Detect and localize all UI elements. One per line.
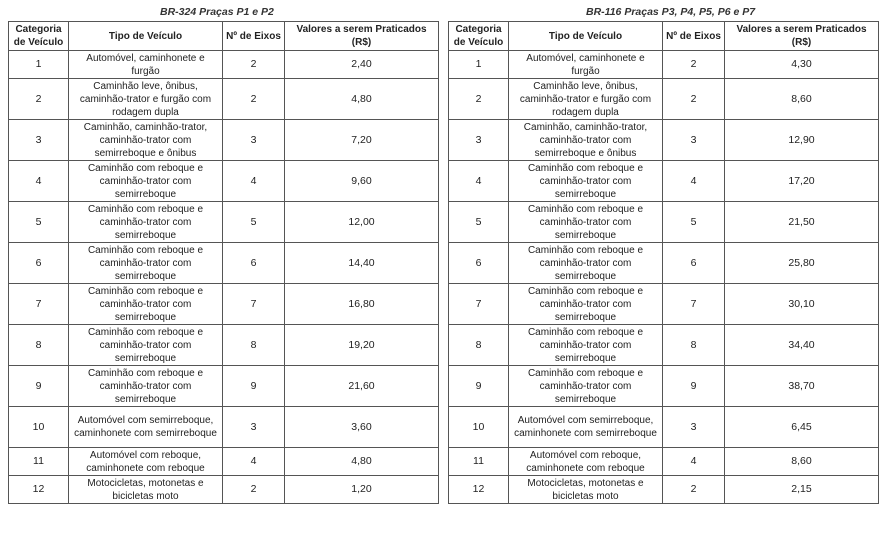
- cell-price: 30,10: [725, 284, 879, 325]
- table-row: [9, 476, 439, 504]
- cell-price: 21,50: [725, 202, 879, 243]
- cell-price: 16,80: [285, 284, 439, 325]
- cell-price: 8,60: [725, 79, 879, 120]
- cell-axles: 3: [663, 120, 725, 161]
- cell-axles: 4: [663, 161, 725, 202]
- toll-table-panel-br116: [448, 4, 878, 504]
- cell-vehicle-type: Automóvel com reboque, caminhonete com reboque: [509, 448, 663, 476]
- cell-price: 2,15: [725, 476, 879, 504]
- cell-category: 10: [449, 407, 509, 448]
- cell-vehicle-type: Automóvel com semirreboque, caminhonete com semirreboque: [509, 407, 663, 448]
- cell-vehicle-type: Motocicletas, motonetas e bicicletas moto: [509, 476, 663, 504]
- cell-vehicle-type: Caminhão com reboque e caminhão-trator com semirreboque: [509, 243, 663, 284]
- cell-vehicle-type: Caminhão com reboque e caminhão-trator com semirreboque: [509, 284, 663, 325]
- table-row: [9, 284, 439, 325]
- cell-axles: 8: [223, 325, 285, 366]
- cell-axles: 9: [223, 366, 285, 407]
- table-row: [449, 448, 879, 476]
- cell-price: 38,70: [725, 366, 879, 407]
- cell-vehicle-type: Caminhão leve, ônibus, caminhão-trator e furgão com rodagem dupla: [69, 79, 223, 120]
- cell-vehicle-type: Caminhão com reboque e caminhão-trator com semirreboque: [509, 366, 663, 407]
- cell-vehicle-type: Automóvel, caminhonete e furgão: [69, 51, 223, 79]
- cell-axles: 4: [223, 161, 285, 202]
- cell-category: 3: [449, 120, 509, 161]
- cell-price: 3,60: [285, 407, 439, 448]
- table-row: [9, 407, 439, 448]
- cell-category: 3: [9, 120, 69, 161]
- toll-table: [8, 21, 439, 504]
- table-caption: BR-324 Praças P1 e P2: [160, 6, 274, 18]
- cell-axles: 2: [223, 51, 285, 79]
- cell-category: 10: [9, 407, 69, 448]
- cell-price: 19,20: [285, 325, 439, 366]
- cell-vehicle-type: Caminhão, caminhão-trator, caminhão-trator com semirreboque e ônibus: [69, 120, 223, 161]
- table-row: [449, 79, 879, 120]
- cell-category: 12: [9, 476, 69, 504]
- cell-axles: 5: [663, 202, 725, 243]
- cell-axles: 3: [223, 120, 285, 161]
- cell-vehicle-type: Automóvel, caminhonete e furgão: [509, 51, 663, 79]
- table-row: [9, 79, 439, 120]
- cell-axles: 3: [223, 407, 285, 448]
- cell-vehicle-type: Caminhão com reboque e caminhão-trator com semirreboque: [509, 325, 663, 366]
- cell-category: 5: [9, 202, 69, 243]
- cell-axles: 4: [663, 448, 725, 476]
- table-row: [449, 161, 879, 202]
- table-row: [449, 120, 879, 161]
- cell-price: 12,90: [725, 120, 879, 161]
- cell-price: 4,30: [725, 51, 879, 79]
- cell-axles: 8: [663, 325, 725, 366]
- cell-category: 9: [449, 366, 509, 407]
- cell-axles: 2: [223, 476, 285, 504]
- toll-table-panel-br324: [8, 4, 438, 504]
- table-row: [449, 202, 879, 243]
- cell-vehicle-type: Caminhão com reboque e caminhão-trator com semirreboque: [69, 325, 223, 366]
- cell-category: 2: [9, 79, 69, 120]
- table-row: [9, 325, 439, 366]
- cell-axles: 6: [663, 243, 725, 284]
- cell-price: 21,60: [285, 366, 439, 407]
- table-row: [449, 407, 879, 448]
- table-row: [449, 243, 879, 284]
- header-price: Valores a serem Praticados (R$): [725, 22, 879, 51]
- cell-category: 2: [449, 79, 509, 120]
- cell-category: 6: [449, 243, 509, 284]
- cell-vehicle-type: Caminhão com reboque e caminhão-trator com semirreboque: [69, 243, 223, 284]
- cell-price: 34,40: [725, 325, 879, 366]
- table-row: [449, 366, 879, 407]
- cell-price: 12,00: [285, 202, 439, 243]
- cell-category: 4: [9, 161, 69, 202]
- cell-category: 4: [449, 161, 509, 202]
- cell-vehicle-type: Caminhão, caminhão-trator, caminhão-trator com semirreboque e ônibus: [509, 120, 663, 161]
- cell-category: 8: [9, 325, 69, 366]
- cell-category: 7: [9, 284, 69, 325]
- cell-vehicle-type: Caminhão com reboque e caminhão-trator com semirreboque: [69, 366, 223, 407]
- cell-vehicle-type: Caminhão com reboque e caminhão-trator com semirreboque: [509, 202, 663, 243]
- cell-price: 4,80: [285, 448, 439, 476]
- cell-axles: 7: [663, 284, 725, 325]
- table-body: [449, 51, 879, 504]
- cell-vehicle-type: Automóvel com semirreboque, caminhonete com semirreboque: [69, 407, 223, 448]
- cell-category: 8: [449, 325, 509, 366]
- cell-axles: 9: [663, 366, 725, 407]
- table-row: [9, 51, 439, 79]
- header-axles: Nº de Eixos: [663, 22, 725, 51]
- cell-vehicle-type: Caminhão com reboque e caminhão-trator com semirreboque: [509, 161, 663, 202]
- table-row: [449, 476, 879, 504]
- cell-axles: 2: [663, 51, 725, 79]
- cell-category: 5: [449, 202, 509, 243]
- cell-price: 14,40: [285, 243, 439, 284]
- cell-category: 11: [449, 448, 509, 476]
- header-category: Categoria de Veículo: [449, 22, 509, 51]
- table-row: [449, 284, 879, 325]
- cell-category: 1: [9, 51, 69, 79]
- toll-table: [448, 21, 879, 504]
- header-price: Valores a serem Praticados (R$): [285, 22, 439, 51]
- table-row: [9, 161, 439, 202]
- cell-category: 6: [9, 243, 69, 284]
- table-caption: BR-116 Praças P3, P4, P5, P6 e P7: [586, 6, 756, 18]
- header-category: Categoria de Veículo: [9, 22, 69, 51]
- cell-axles: 7: [223, 284, 285, 325]
- cell-price: 9,60: [285, 161, 439, 202]
- cell-category: 1: [449, 51, 509, 79]
- cell-vehicle-type: Motocicletas, motonetas e bicicletas moto: [69, 476, 223, 504]
- cell-category: 9: [9, 366, 69, 407]
- cell-axles: 5: [223, 202, 285, 243]
- cell-axles: 2: [663, 476, 725, 504]
- cell-category: 11: [9, 448, 69, 476]
- table-row: [9, 243, 439, 284]
- cell-vehicle-type: Caminhão com reboque e caminhão-trator com semirreboque: [69, 284, 223, 325]
- cell-category: 12: [449, 476, 509, 504]
- header-row: [449, 22, 879, 51]
- header-axles: Nº de Eixos: [223, 22, 285, 51]
- table-row: [9, 202, 439, 243]
- table-row: [449, 325, 879, 366]
- table-row: [449, 51, 879, 79]
- cell-price: 17,20: [725, 161, 879, 202]
- cell-axles: 2: [663, 79, 725, 120]
- cell-price: 8,60: [725, 448, 879, 476]
- cell-axles: 2: [223, 79, 285, 120]
- table-row: [9, 448, 439, 476]
- table-body: [9, 51, 439, 504]
- cell-axles: 3: [663, 407, 725, 448]
- table-row: [9, 120, 439, 161]
- cell-price: 7,20: [285, 120, 439, 161]
- cell-price: 4,80: [285, 79, 439, 120]
- cell-price: 25,80: [725, 243, 879, 284]
- cell-vehicle-type: Automóvel com reboque, caminhonete com reboque: [69, 448, 223, 476]
- header-row: [9, 22, 439, 51]
- cell-vehicle-type: Caminhão leve, ônibus, caminhão-trator e furgão com rodagem dupla: [509, 79, 663, 120]
- cell-price: 1,20: [285, 476, 439, 504]
- cell-vehicle-type: Caminhão com reboque e caminhão-trator com semirreboque: [69, 161, 223, 202]
- cell-price: 6,45: [725, 407, 879, 448]
- cell-axles: 6: [223, 243, 285, 284]
- header-vehicle-type: Tipo de Veículo: [509, 22, 663, 51]
- cell-axles: 4: [223, 448, 285, 476]
- header-vehicle-type: Tipo de Veículo: [69, 22, 223, 51]
- table-row: [9, 366, 439, 407]
- cell-category: 7: [449, 284, 509, 325]
- cell-price: 2,40: [285, 51, 439, 79]
- cell-vehicle-type: Caminhão com reboque e caminhão-trator com semirreboque: [69, 202, 223, 243]
